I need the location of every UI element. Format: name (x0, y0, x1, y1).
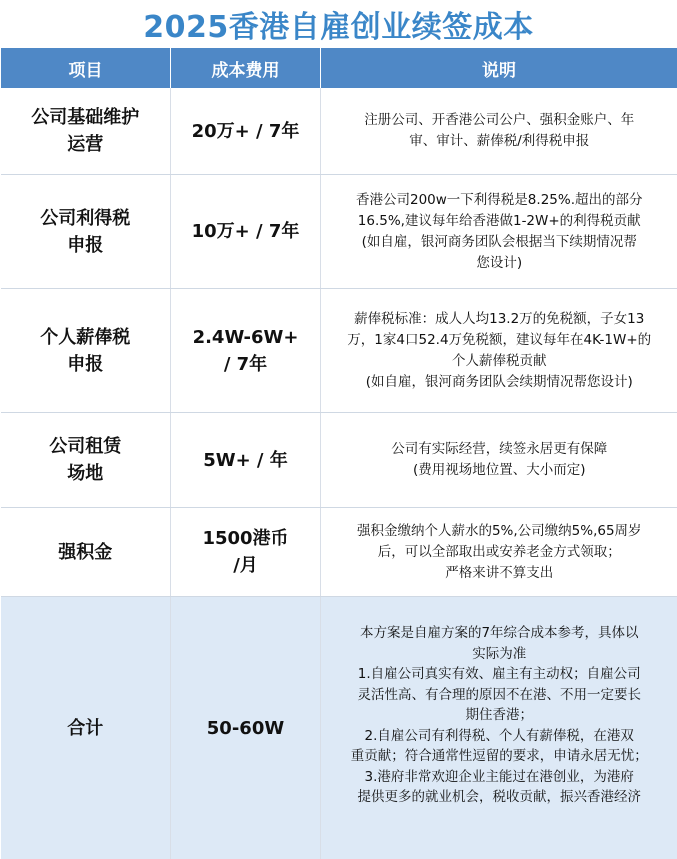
row-description-text: (费用视场地位置、大小而定) (331, 460, 668, 481)
row-description-text: 严格来讲不算支出 (331, 563, 668, 584)
row-description-text: (如自雇，银河商务团队会根据当下续期情况帮 (331, 232, 668, 253)
row-cost-cell (171, 508, 321, 597)
row-cost-text: 2.4W-6W+ (177, 324, 314, 351)
row-description-cell (321, 88, 677, 175)
row-item-cell (1, 289, 171, 413)
row-description-text: 审、审计、薪俸税/利得税申报 (331, 131, 668, 152)
row-cost-cell (171, 175, 321, 289)
row-cost-text: 1500港币 (177, 525, 314, 552)
total-cost: 50-60W (171, 597, 321, 859)
row-description-cell (321, 289, 677, 413)
row-item-text: 强积金 (7, 539, 165, 566)
row-description-text: 公司有实际经营，续签永居更有保障 (331, 439, 668, 460)
total-description-text: 期住香港； (331, 705, 668, 726)
table-row (1, 413, 677, 508)
row-cost-text: 10万+ / 7年 (177, 218, 314, 245)
row-cost-text: /月 (177, 552, 314, 579)
row-description-cell (321, 175, 677, 289)
total-description-text: 灵活性高、有合理的原因不在港、不用一定要长 (331, 685, 668, 706)
row-item-cell (1, 413, 171, 508)
row-item-text: 公司租赁 (7, 433, 165, 460)
total-row (1, 597, 677, 859)
cost-table (0, 48, 677, 859)
row-description-text: 后，可以全部取出或安养老金方式领取； (331, 542, 668, 563)
row-description-text: 个人薪俸税贡献 (331, 351, 668, 372)
row-item-text: 公司基础维护 (7, 104, 165, 131)
row-item-text: 申报 (7, 351, 165, 378)
page-title: 2025香港自雇创业续签成本 (0, 0, 677, 48)
row-cost-text: 20万+ / 7年 (177, 118, 314, 145)
total-description-text: 2.自雇公司有利得税、个人有薪俸税，在港双 (331, 726, 668, 747)
row-item-cell (1, 175, 171, 289)
total-description-text: 3.港府非常欢迎企业主能过在港创业，为港府 (331, 767, 668, 788)
row-description-text: 您设计) (331, 253, 668, 274)
row-description-cell (321, 413, 677, 508)
total-description-text: 本方案是自雇方案的7年综合成本参考，具体以 (331, 623, 668, 644)
total-description-text: 1.自雇公司真实有效、雇主有主动权；自雇公司 (331, 664, 668, 685)
row-description-cell (321, 508, 677, 597)
row-description-text: 16.5%,建议每年给香港做1-2W+的利得税贡献 (331, 211, 668, 232)
row-item-text: 场地 (7, 460, 165, 487)
row-item-text: 运营 (7, 131, 165, 158)
table-row (1, 508, 677, 597)
total-description-cell (321, 597, 677, 859)
header-item: 项目 (1, 48, 171, 88)
row-cost-cell (171, 413, 321, 508)
row-item-text: 申报 (7, 232, 165, 259)
row-cost-cell (171, 289, 321, 413)
row-item-text: 公司利得税 (7, 205, 165, 232)
header-description: 说明 (321, 48, 677, 88)
table-row (1, 289, 677, 413)
total-description-text: 重贡献；符合通常性逗留的要求，申请永居无忧； (331, 746, 668, 767)
table-row (1, 88, 677, 175)
row-item-cell (1, 88, 171, 175)
row-item-cell (1, 508, 171, 597)
header-cost: 成本费用 (171, 48, 321, 88)
table-header-row (1, 48, 677, 88)
row-cost-cell (171, 88, 321, 175)
row-cost-text: 5W+ / 年 (177, 447, 314, 474)
row-description-text: (如自雇，银河商务团队会续期情况帮您设计) (331, 372, 668, 393)
total-description-text: 提供更多的就业机会，税收贡献，振兴香港经济 (331, 787, 668, 808)
row-description-text: 强积金缴纳个人薪水的5%,公司缴纳5%,65周岁 (331, 521, 668, 542)
table-row (1, 175, 677, 289)
row-description-text: 注册公司、开香港公司公户、强积金账户、年 (331, 110, 668, 131)
total-label: 合计 (1, 597, 171, 859)
row-item-text: 个人薪俸税 (7, 324, 165, 351)
total-description-text: 实际为准 (331, 644, 668, 665)
row-description-text: 万，1家4口52.4万免税额，建议每年在4K-1W+的 (331, 330, 668, 351)
row-description-text: 香港公司200w一下利得税是8.25%.超出的部分 (331, 190, 668, 211)
row-cost-text: / 7年 (177, 351, 314, 378)
row-description-text: 薪俸税标准：成人人均13.2万的免税额，子女13 (331, 309, 668, 330)
